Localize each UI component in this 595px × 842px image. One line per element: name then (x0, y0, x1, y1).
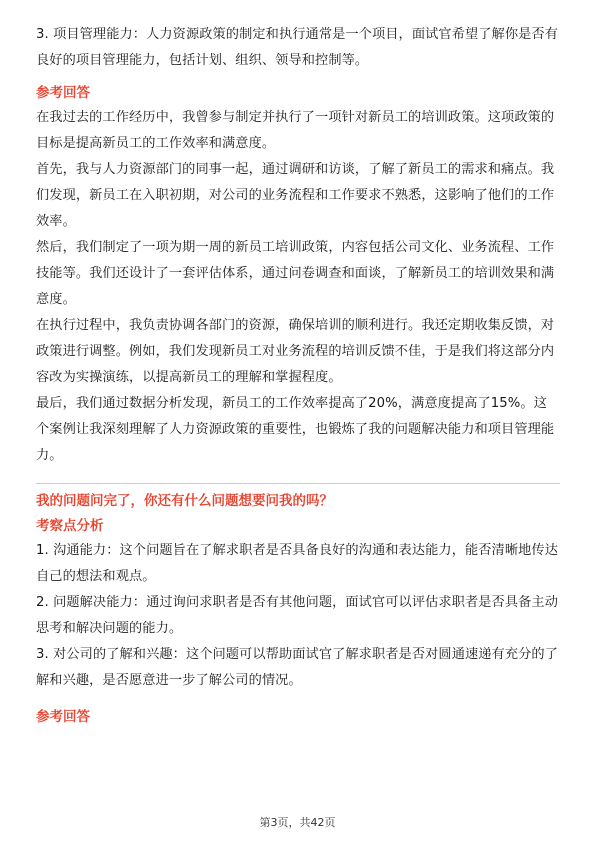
section-divider (36, 483, 560, 484)
analysis-point: 1. 沟通能力：这个问题旨在了解求职者是否具备良好的沟通和表达能力，能否清晰地传达自己的想法和观点。 (36, 543, 558, 584)
answer-paragraph: 然后，我们制定了一项为期一周的新员工培训政策，内容包括公司文化、业务流程、工作技能等。我们还设计了一套评估体系，通过问卷调查和面谈，了解新员工的培训效果和满意度。 (36, 240, 555, 307)
answer-paragraph: 在执行过程中，我负责协调各部门的资源，确保培训的顺利进行。我还定期收集反馈，对政策进行调整。例如，我们发现新员工对业务流程的培训反馈不佳，于是我们将这部分内容改为实操演练，以提高新员工的理解和掌握程度。 (36, 318, 555, 385)
point-project-management: 3. 项目管理能力：人力资源政策的制定和执行通常是一个项目，面试官希望了解你是否有良好的项目管理能力，包括计划、组织、领导和控制等。 (36, 27, 558, 68)
answer-paragraph: 首先，我与人力资源部门的同事一起，通过调研和访谈，了解了新员工的需求和痛点。我们发现，新员工在入职初期，对公司的业务流程和工作要求不熟悉，这影响了他们的工作效率。 (36, 162, 555, 229)
analysis-label: 考察点分析 (36, 518, 104, 534)
answer-paragraph: 最后，我们通过数据分析发现，新员工的工作效率提高了20%，满意度提高了15%。这个案例让我深刻理解了人力资源政策的重要性，也锻炼了我的问题解决能力和项目管理能力。 (36, 396, 555, 463)
page-content (36, 20, 560, 729)
answer-paragraph: 在我过去的工作经历中，我曾参与制定并执行了一项针对新员工的培训政策。这项政策的目标是提高新员工的工作效率和满意度。 (36, 110, 555, 151)
analysis-point: 3. 对公司的了解和兴趣：这个问题可以帮助面试官了解求职者是否对圆通速递有充分的了解和兴趣，是否愿意进一步了解公司的情况。 (36, 647, 558, 688)
question-title: 我的问题问完了，你还有什么问题想要问我的吗？ (36, 493, 333, 509)
reference-answer-label: 参考回答 (36, 85, 90, 101)
reference-answer-label: 参考回答 (36, 709, 90, 725)
analysis-point: 2. 问题解决能力：通过询问求职者是否有其他问题，面试官可以评估求职者是否具备主动思考和解决问题的能力。 (36, 595, 558, 636)
page-footer: 第3页，共42页 (259, 816, 336, 829)
